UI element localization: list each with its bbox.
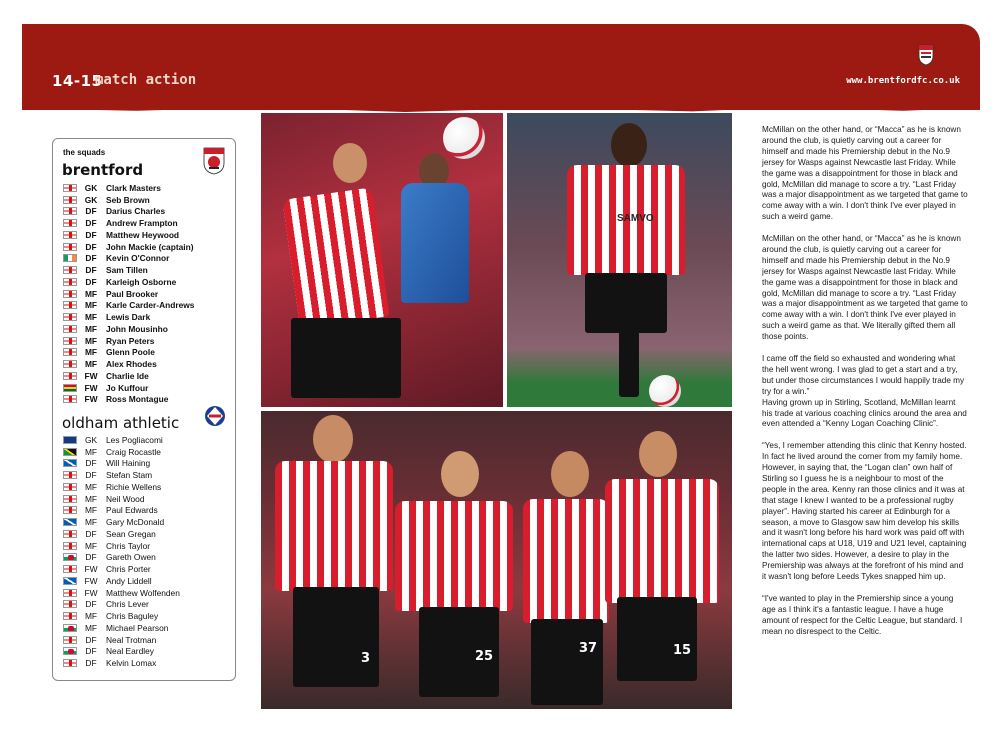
player-name: Kelvin Lomax [106, 658, 157, 669]
section-title: match action [95, 72, 197, 88]
player-name: Neal Trotman [106, 634, 157, 645]
player-name: Matthew Heywood [106, 229, 180, 240]
player-name: Gary McDonald [106, 517, 165, 528]
player-row [63, 370, 194, 382]
player-name: Clark Masters [106, 182, 161, 193]
player-name: Sam Tillen [106, 265, 148, 276]
wal-flag-icon [63, 647, 77, 655]
eng-flag-icon [63, 589, 77, 597]
eng-flag-icon [63, 184, 77, 192]
player-name: Gareth Owen [106, 552, 156, 563]
gha-flag-icon [63, 384, 77, 392]
eng-flag-icon [63, 301, 77, 309]
eng-flag-icon [63, 313, 77, 321]
player-row [63, 528, 180, 540]
player-name: Will Haining [106, 458, 151, 469]
player-head [333, 143, 367, 183]
player-name: John Mousinho [106, 323, 168, 334]
player-row [63, 311, 194, 323]
player-row [63, 394, 194, 406]
oldham-player-list [63, 434, 180, 669]
page-numbers: 14-15 [52, 72, 103, 90]
player-position: DF [85, 470, 97, 481]
eng-flag-icon [63, 219, 77, 227]
shirt-number: 25 [475, 649, 494, 664]
player-position: MF [84, 323, 98, 334]
player-name: Ross Montague [106, 394, 169, 405]
irl-flag-icon [63, 254, 77, 262]
eng-flag-icon [63, 348, 77, 356]
player-name: Chris Porter [106, 564, 151, 575]
brentford-shirt [275, 461, 393, 591]
player-position: GK [84, 182, 98, 193]
brentford-player-list [63, 182, 194, 405]
player-position: MF [84, 312, 98, 323]
player-position: DF [85, 265, 97, 276]
opponent-shirt [401, 183, 469, 303]
article-paragraph: McMillan on the other hand, or “Macca” as he is known around the club, is quietly carving out a career for himself and made his Premiership debut in the No.9 jersey for Wasps against Newcastle last Friday. While the game was a disappointment for those in black and gold, McMillan did manage to score a try. “Last Friday was a major disappointment as we targeted that game to come away with a win. I don't think I've ever played in such a weird game as that. We literally gifted them all those points. [762, 234, 968, 342]
sco-flag-icon [63, 459, 77, 467]
brentford-crest-icon [203, 147, 225, 175]
squads-panel [52, 138, 236, 681]
eng-flag-icon [63, 600, 77, 608]
player-name: Chris Baguley [106, 611, 159, 622]
player-name: Sean Gregan [106, 528, 156, 539]
player-position: DF [85, 218, 97, 229]
photo-header-challenge [261, 113, 503, 407]
player-position: DF [85, 634, 97, 645]
wal-flag-icon [63, 553, 77, 561]
brentford-shorts [585, 273, 667, 333]
player-row [63, 575, 180, 587]
brentford-shirt [523, 499, 609, 623]
player-name: Neal Eardley [106, 646, 154, 657]
player-position: MF [84, 300, 98, 311]
player-head [441, 451, 479, 497]
player-position: DF [85, 646, 97, 657]
player-row [63, 657, 180, 669]
player-name: Ryan Peters [106, 335, 155, 346]
player-position: MF [84, 622, 98, 633]
player-row [63, 358, 194, 370]
jam-flag-icon [63, 448, 77, 456]
player-position: FW [84, 382, 98, 393]
eng-flag-icon [63, 565, 77, 573]
sco-flag-icon [63, 518, 77, 526]
eng-flag-icon [63, 360, 77, 368]
article-paragraph: “Yes, I remember attending this clinic that Kenny hosted. In fact he lived around the corner from my family home. However, in saying that, the “Logan clan” own half of Stirling so I guess he is a neighbour to most of the people in the area. Kenny ran those clinics and it was at that stage I knew I wanted to be a professional rugby player”. Having started his career at Edinburgh for a season, a move to Glasgow saw him develop his skills and it wasn't long before his hard work was paid off with international caps at U18, U19 and U21 level, captaining the latter two sides. However, a desire to play in the Premiership was always at the forefront of his mind and it wasn't long before Leeds Tykes snapped him up. [762, 441, 967, 582]
eng-flag-icon [63, 530, 77, 538]
photo-team-celebration [261, 411, 732, 709]
player-head [551, 451, 589, 497]
player-name: Craig Rocastle [106, 446, 161, 457]
player-row [63, 300, 194, 312]
player-row [63, 276, 194, 288]
player-position: DF [85, 276, 97, 287]
player-name: Jo Kuffour [106, 382, 149, 393]
player-position: GK [84, 194, 98, 205]
player-position: DF [85, 241, 97, 252]
player-position: DF [85, 206, 97, 217]
player-name: Les Pogliacomi [106, 434, 163, 445]
aus-flag-icon [63, 436, 77, 444]
shirt-number: 37 [579, 641, 598, 656]
player-position: DF [85, 599, 97, 610]
player-position: MF [84, 517, 98, 528]
eng-flag-icon [63, 372, 77, 380]
player-position: MF [84, 505, 98, 516]
photo-player-running [507, 113, 732, 407]
player-row [63, 610, 180, 622]
player-head [639, 431, 677, 477]
eng-flag-icon [63, 337, 77, 345]
player-row [63, 382, 194, 394]
eng-flag-icon [63, 395, 77, 403]
player-row [63, 217, 194, 229]
player-name: Alex Rhodes [106, 359, 157, 370]
player-position: MF [84, 611, 98, 622]
player-name: Karleigh Osborne [106, 276, 177, 287]
brentford-shorts [531, 619, 603, 705]
eng-flag-icon [63, 483, 77, 491]
player-row [63, 516, 180, 528]
player-row [63, 264, 194, 276]
player-position: FW [84, 394, 98, 405]
player-head [313, 415, 353, 463]
player-name: Chris Lever [106, 599, 149, 610]
player-row [63, 505, 180, 517]
article-paragraph: McMillan on the other hand, or “Macca” as he is known around the club, is quietly carving out a career for himself and made his Premiership debut in the No.9 jersey for Wasps against Newcastle last Friday. While the game was a disappointment for those in black and gold, McMillan did manage to score a try. “Last Friday was a major disappointment as we targeted that game to come away with a win. I don't think I've ever played in such a weird game. [762, 125, 968, 222]
eng-flag-icon [63, 659, 77, 667]
eng-flag-icon [63, 207, 77, 215]
brentford-shirt [282, 187, 389, 328]
player-row [63, 587, 180, 599]
player-row [63, 206, 194, 218]
player-row [63, 182, 194, 194]
player-row [63, 194, 194, 206]
player-row [63, 335, 194, 347]
player-name: Paul Edwards [106, 505, 158, 516]
player-position: MF [84, 481, 98, 492]
player-row [63, 446, 180, 458]
shirt-number: 15 [673, 643, 692, 658]
shirt-number: 3 [361, 651, 371, 666]
player-position: DF [85, 658, 97, 669]
player-position: MF [84, 446, 98, 457]
brentford-shorts [617, 597, 697, 681]
player-position: MF [84, 493, 98, 504]
eng-flag-icon [63, 266, 77, 274]
brentford-shirt [605, 479, 719, 603]
player-name: Matthew Wolfenden [106, 587, 180, 598]
oldham-crest-icon [203, 404, 227, 428]
player-position: DF [85, 458, 97, 469]
player-row [63, 599, 180, 611]
eng-flag-icon [63, 278, 77, 286]
player-row [63, 241, 194, 253]
player-name: Paul Brooker [106, 288, 159, 299]
player-name: Andrew Frampton [106, 218, 178, 229]
player-position: MF [84, 288, 98, 299]
player-position: MF [84, 359, 98, 370]
eng-flag-icon [63, 231, 77, 239]
player-row [63, 323, 194, 335]
eng-flag-icon [63, 196, 77, 204]
player-name: Karle Carder-Andrews [106, 300, 195, 311]
player-position: FW [84, 564, 98, 575]
player-position: DF [85, 253, 97, 264]
article-body [762, 125, 968, 648]
player-name: Chris Taylor [106, 540, 151, 551]
oldham-title: oldham athletic [62, 414, 180, 432]
player-row [63, 481, 180, 493]
football-icon [649, 375, 681, 407]
player-row [63, 552, 180, 564]
brentford-shorts [293, 587, 379, 687]
player-row [63, 458, 180, 470]
shirt-sponsor: SAMVO [617, 213, 654, 224]
player-position: FW [84, 587, 98, 598]
sco-flag-icon [63, 577, 77, 585]
player-name: Lewis Dark [106, 312, 151, 323]
player-name: Seb Brown [106, 194, 150, 205]
player-row [63, 622, 180, 634]
player-name: Glenn Poole [106, 347, 155, 358]
player-name: Andy Liddell [106, 575, 152, 586]
player-position: MF [84, 540, 98, 551]
player-leg [619, 331, 639, 397]
website-link[interactable]: www.brentfordfc.co.uk [846, 76, 960, 86]
player-position: MF [84, 335, 98, 346]
player-row [63, 434, 180, 446]
player-row [63, 634, 180, 646]
player-name: Kevin O'Connor [106, 253, 170, 264]
player-position: DF [85, 552, 97, 563]
player-row [63, 469, 180, 481]
player-position: FW [84, 370, 98, 381]
player-row [63, 493, 180, 505]
eng-flag-icon [63, 243, 77, 251]
article-paragraph: “I've wanted to play in the Premiership since a young age as I think it's a fantastic league. I have a huge amount of respect for the Celtic League, but standard. I mean no disrespect to the Celtic. [762, 593, 963, 636]
player-position: GK [84, 434, 98, 445]
brentford-crest-icon [918, 44, 934, 66]
player-row [63, 563, 180, 575]
squads-label: the squads [63, 148, 106, 157]
player-row [63, 540, 180, 552]
article-paragraph: I came off the field so exhausted and wondering what the hell went wrong. I was glad to get a start and a try, but under those circumstances I would happily trade my try for a win.” Having grown up in Stirling, Scotland, McMillan learnt his trade at various coaching clinics around the area and even attended a “Kenny Logan Coaching Clinic”. [762, 354, 967, 429]
eng-flag-icon [63, 471, 77, 479]
eng-flag-icon [63, 542, 77, 550]
wal-flag-icon [63, 624, 77, 632]
header-banner [22, 24, 980, 110]
player-head [611, 123, 647, 167]
eng-flag-icon [63, 325, 77, 333]
player-position: DF [85, 528, 97, 539]
football-icon [443, 117, 485, 159]
eng-flag-icon [63, 636, 77, 644]
brentford-title: brentford [62, 161, 144, 179]
eng-flag-icon [63, 495, 77, 503]
brentford-shirt [395, 501, 513, 611]
eng-flag-icon [63, 506, 77, 514]
player-name: Stefan Stam [106, 470, 153, 481]
player-name: Richie Wellens [106, 481, 162, 492]
player-name: Darius Charles [106, 206, 166, 217]
player-name: Neil Wood [106, 493, 145, 504]
player-position: DF [85, 229, 97, 240]
player-name: Michael Pearson [106, 622, 169, 633]
player-row [63, 253, 194, 265]
player-position: FW [84, 575, 98, 586]
player-name: John Mackie (captain) [106, 241, 194, 252]
player-name: Charlie Ide [106, 370, 149, 381]
eng-flag-icon [63, 612, 77, 620]
player-row [63, 288, 194, 300]
player-row [63, 646, 180, 658]
player-row [63, 347, 194, 359]
brentford-shorts [291, 318, 401, 398]
player-row [63, 229, 194, 241]
eng-flag-icon [63, 290, 77, 298]
player-position: MF [84, 347, 98, 358]
